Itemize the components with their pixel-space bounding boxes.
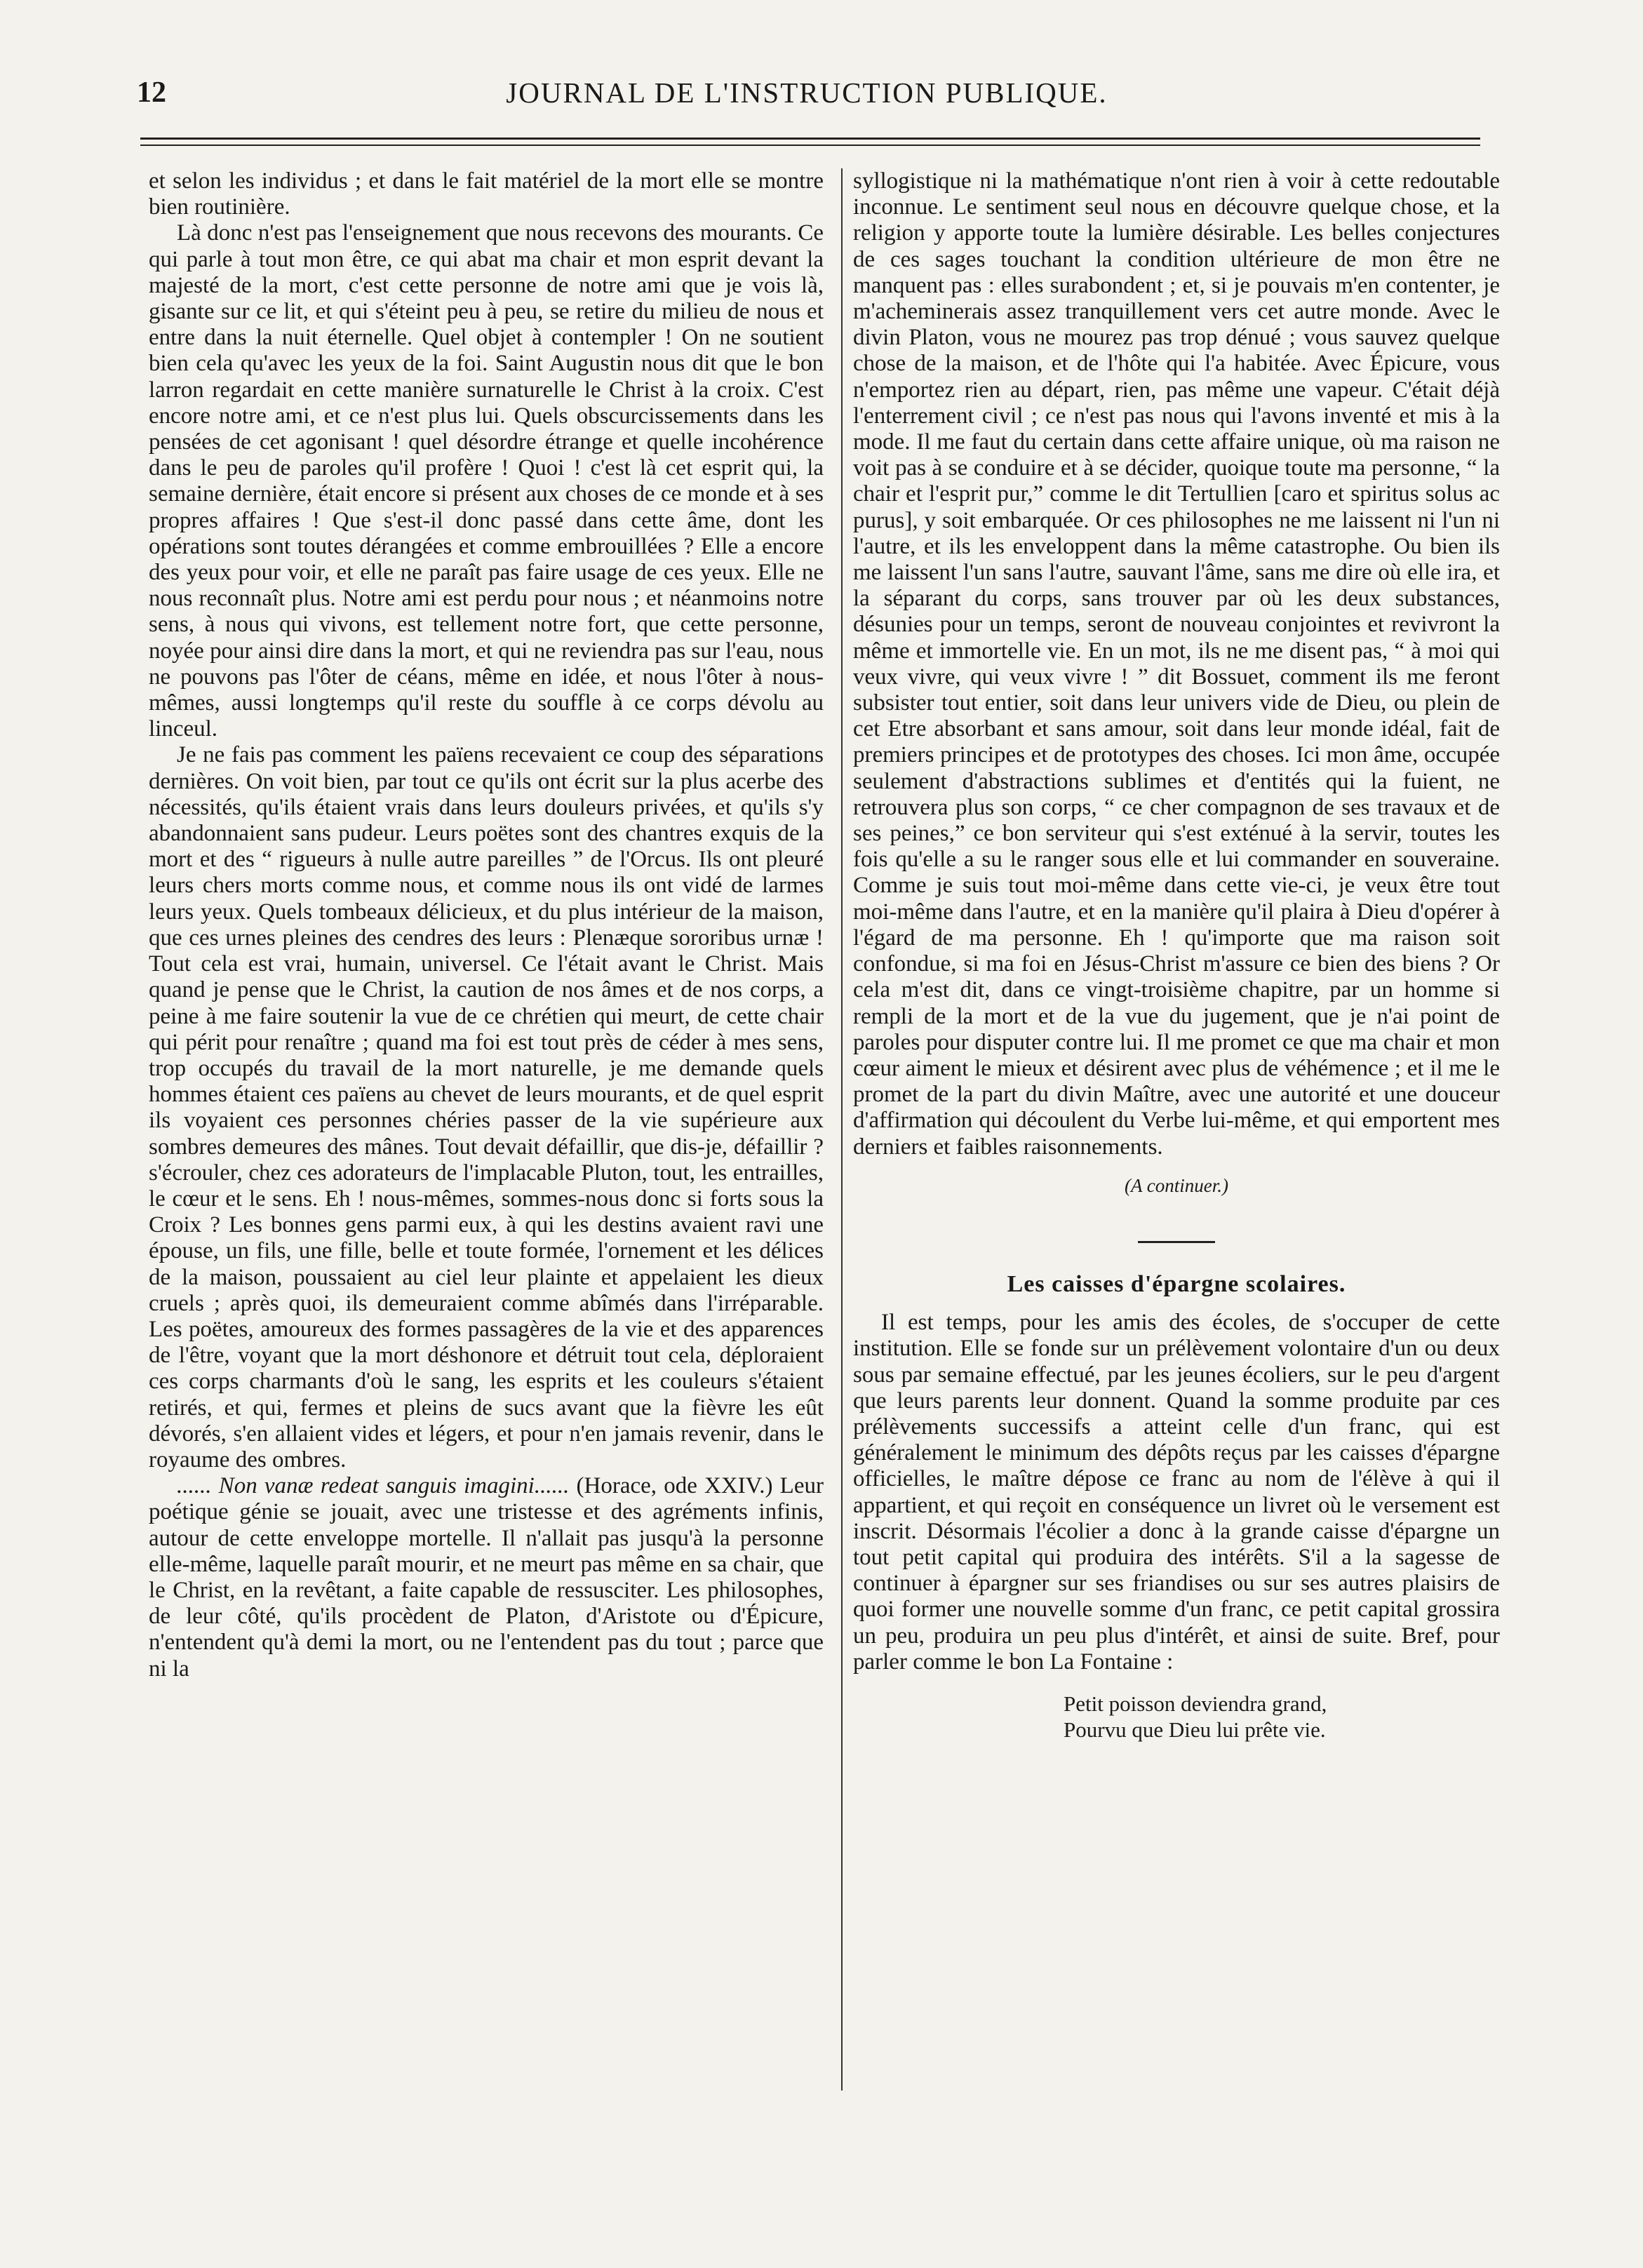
header-rule-thin xyxy=(140,145,1480,146)
column-divider xyxy=(841,168,843,2091)
right-column xyxy=(853,168,1500,2105)
left-column xyxy=(149,168,824,2105)
journal-title: JOURNAL DE L'INSTRUCTION PUBLIQUE. xyxy=(506,76,1108,109)
section-title: Les caisses d'épargne scolaires. xyxy=(1007,1270,1346,1297)
left-paragraph-2: Là donc n'est pas l'enseignement que nous recevons des mourants. Ce qui parle à tout mon être, ce qui abat ma chair et mon esprit devant la majesté de la mort, c'est cette personne de notre ami que je vois là, gisante sur ce lit, et qui s'éteint peu à peu, se retire du milieu de nous et entre dans la nuit éternelle. Quel objet à contempler ! On ne soutient bien cela qu'avec les yeux de la foi. Saint Augustin nous dit que le bon larron regardait en cette manière surnaturelle le Christ à la croix. C'est encore notre ami, et ce n'est plus lui. Quels obscurcissements dans les pensées de cet agonisant ! quel désordre étrange et quelle incohérence dans le peu de paroles qu'il profère ! Quoi ! c'est là cet esprit qui, la semaine dernière, était encore si présent aux choses de ce monde et à ses propres affaires ! Que s'est-il donc passé dans cette âme, dont les opérations sont toutes dérangées et comme embrouillées ? Elle a encore des yeux pour voir, et elle ne paraît pas faire usage de ces yeux. Elle ne nous reconnaît plus. Notre ami est perdu pour nous ; et néanmoins notre sens, à nous qui vivons, est tellement notre fort, que cette personne, noyée pour ainsi dire dans la mort, et qui ne reviendra pas sur l'eau, nous ne pouvons pas l'ôter de céans, même en idée, et nous l'ôter à nous-mêmes, aussi longtemps qu'il reste du souffle à ce corps dévolu au linceul. xyxy=(149,220,824,742)
verse xyxy=(1064,1691,1500,1743)
section-separator xyxy=(1138,1241,1215,1243)
page-header xyxy=(137,76,1477,118)
continuation-note: (A continuer.) xyxy=(1125,1174,1228,1196)
left-paragraph-4 xyxy=(149,1473,824,1682)
header-rule-thick xyxy=(140,137,1480,140)
left-paragraph-3: Je ne fais pas comment les païens recevaient ce coup des séparations dernières. On voit bien, par tout ce qu'ils ont écrit sur la plus acerbe des nécessités, qu'ils étaient vrais dans leurs douleurs privées, et qu'ils s'y abandonnaient sans pudeur. Leurs poëtes sont des chantres exquis de la mort et des “ rigueurs à nulle autre pareilles ” de l'Orcus. Ils ont pleuré leurs chers morts comme nous, et comme nous ils ont vidé de larmes leurs yeux. Quels tombeaux délicieux, et du plus intérieur de la maison, que ces urnes pleines des cendres des leurs : Plenæque sororibus urnæ ! Tout cela est vrai, humain, universel. Ce l'était avant le Christ. Mais quand je pense que le Christ, la caution de nos âmes et de nos corps, a peine à me faire soutenir la vue de ce chrétien qui meurt, de cette chair qui périt pour renaître ; quand ma foi est tout près de céder à mes sens, trop occupés du travail de la mort naturelle, je me demande quels hommes étaient ces païens au chevet de leurs mourants, et de quel esprit ils voyaient ces personnes chéries passer de la vie supérieure aux sombres demeures des mânes. Tout devait défaillir, que dis-je, défaillir ? s'écrouler, chez ces adorateurs de l'implacable Pluton, tout, les entrailles, le cœur et le sens. Eh ! nous-mêmes, sommes-nous donc si forts sous la Croix ? Les bonnes gens parmi eux, à qui les destins avaient ravi une épouse, un fils, une fille, belle et toute formée, l'ornement et les délices de la maison, poussaient au ciel leur plainte et appelaient les dieux cruels ; après quoi, ils demeuraient comme abîmés dans l'irréparable. Les poëtes, amoureux des formes passagères de la vie et des apparences de l'être, voyant que la mort déshonore et détruit tout cela, déploraient ces corps charmants d'où le sang, les esprits et les couleurs s'étaient retirés, et qui, fermes et pleins de sucs avant que la fièvre les eût dévorés, s'en allaient vides et légers, et pour n'en jamais revenir, dans le royaume des ombres. xyxy=(149,742,824,1472)
section-paragraph-1: Il est temps, pour les amis des écoles, de s'occuper de cette institution. Elle se fonde sur un prélèvement volontaire d'un ou deux sous par semaine effectué, par les jeunes écoliers, sur le peu d'argent que leurs parents leur donnent. Quand la somme produite par ces prélèvements successifs a atteint celle d'un franc, qui est généralement le minimum des dépôts reçus par les caisses d'épargne officielles, le maître dépose ce franc au nom de l'élève à qui il appartient, et qui reçoit en conséquence un livret où le versement est inscrit. Désormais l'écolier a donc à la grande caisse d'épargne un tout petit capital qui produira des intérêts. S'il a la sagesse de continuer à épargner sur ses friandises ou sur ses autres plaisirs de quoi former une nouvelle somme d'un franc, ce petit capital grossira un peu, produira un peu plus d'intérêt, et ainsi de suite. Bref, pour parler comme le bon La Fontaine : xyxy=(853,1310,1500,1675)
right-paragraph-1: syllogistique ni la mathématique n'ont rien à voir à cette redoutable inconnue. Le sentiment seul nous en découvre quelque chose, et la religion y apporte toute la lumière désirable. Les belles conjectures de ces sages touchant la condition ultérieure de mon être ne manquent pas : elles surabondent ; et, si je pouvais m'en contenter, je m'acheminerais assez tranquillement vers cet autre monde. Avec le divin Platon, vous ne mourez pas trop dénué ; vous sauvez quelque chose de la maison, et de l'hôte qui l'a habitée. Avec Épicure, vous n'emportez rien au départ, rien, pas même une vapeur. C'était déjà l'enterrement civil ; ce n'est pas nous qui l'avons inventé et mis à la mode. Il me faut du certain dans cette affaire unique, où ma raison ne voit pas à se conduire et à se décider, quoique toute ma personne, “ la chair et l'esprit pur,” comme le dit Tertullien [caro et spiritus solus ac purus], y soit embarquée. Or ces philosophes ne me laissent ni l'un ni l'autre, et ils les enveloppent dans la même catastrophe. Ou bien ils me laissent l'un sans l'autre, sauvant l'âme, sans me dire où elle ira, et la séparant du corps, sans trouver par où les deux substances, désunies pour un temps, seront de nouveau conjointes et revivront la même et immortelle vie. En un mot, ils ne me disent pas, “ à moi qui veux vivre, qui veux vivre ! ” dit Bossuet, comment ils me feront subsister tout entier, soit dans leur univers vide de Dieu, ou plein de cet Etre absorbant et sans amour, soit dans leur monde idéal, fait de premiers principes et de prototypes des choses. Ici mon âme, occupée seulement d'abstractions sublimes et d'entités qui la fuient, ne retrouvera plus son corps, “ ce cher compagnon de ses travaux et de ses peines,” ce bon serviteur qui s'est exténué à la servir, toutes les fois qu'elle a su le ranger sous elle et lui commander en souveraine. Comme je suis tout moi-même dans cette vie-ci, je veux être tout moi-même dans l'autre, et en la manière qu'il plaira à Dieu d'opérer à l'égard de ma personne. Eh ! qu'importe que ma raison soit confondue, si ma foi en Jésus-Christ m'assure ce bien des biens ? Or cela m'est dit, dans ce vingt-troisième chapitre, par un homme si rempli de la mort et de la vue du jugement, que je n'ai point de paroles pour disputer contre lui. Il me promet ce que ma chair et mon cœur aiment le mieux et désirent avec plus de véhémence ; et il me le promet de la part du divin Maître, avec une autorité et une douceur d'affirmation qui découlent du Verbe lui-même, et qui emportent mes derniers et faibles raisonnements. xyxy=(853,168,1500,1160)
horace-quote: ...... Non vanæ redeat sanguis imagini...... xyxy=(177,1473,570,1499)
page-number: 12 xyxy=(137,76,166,109)
verse-line-1: Petit poisson deviendra grand, xyxy=(1064,1691,1327,1716)
verse-line-2: Pourvu que Dieu lui prête vie. xyxy=(1064,1717,1326,1742)
left-paragraph-4-text: (Horace, ode XXIV.) Leur poétique génie se jouait, avec une tristesse et des agréments infinis, autour de cette enveloppe mortelle. Il n'allait pas jusqu'à la personne elle-même, laquelle paraît mourir, et ne meurt pas même en sa chair, que le Christ, en la revêtant, a faite capable de ressusciter. Les philosophes, de leur côté, qu'ils procèdent de Platon, d'Aristote ou d'Épicure, n'entendent qu'à demi la mort, ou ne l'entendent pas du tout ; parce que ni la xyxy=(149,1473,824,1682)
left-paragraph-1: et selon les individus ; et dans le fait matériel de la mort elle se montre bien routinière. xyxy=(149,168,824,220)
